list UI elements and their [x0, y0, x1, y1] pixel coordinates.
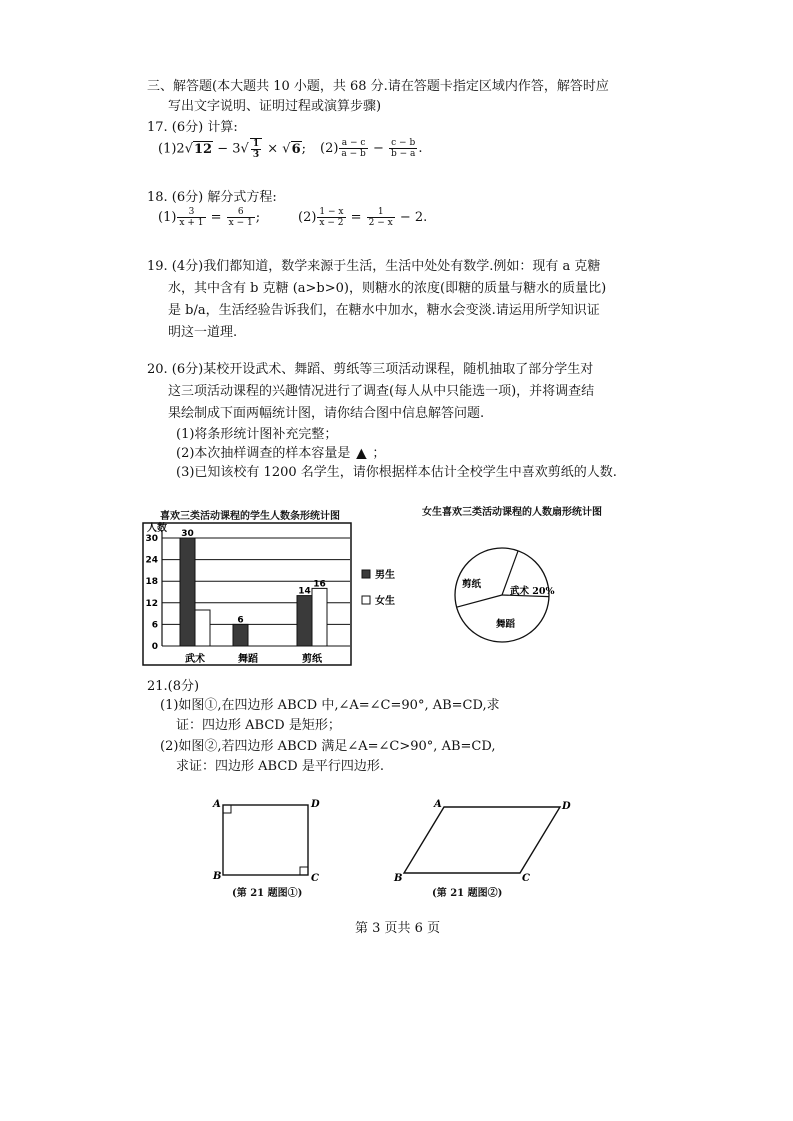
q17-head: 17. (6分) 计算: [147, 120, 238, 135]
bar-male [233, 624, 248, 646]
pie-slice-label: 武术 20% [510, 586, 555, 597]
bar-chart [140, 520, 420, 680]
bar-chart-ylabel: 人数 [147, 523, 167, 534]
bar-male [180, 538, 195, 646]
fig2-label-c: C [522, 873, 530, 884]
bar-data-label: 30 [181, 529, 194, 539]
q21-p1-line1: (1)如图①,在四边形 ABCD 中,∠A=∠C=90°, AB=CD,求 [160, 698, 500, 713]
q18-p1-lhs: $\frac{3}{x + 1}$ [179, 207, 204, 228]
sqrt-icon: √ [184, 141, 193, 157]
q17-p1-mid: − 3 [213, 141, 241, 157]
bar-data-label: 16 [313, 579, 326, 590]
section-title-line1: 三、解答题(本大题共 10 小题，共 68 分.请在答题卡指定区域内作答，解答时应 [147, 79, 609, 94]
bar-chart-title: 喜欢三类活动课程的学生人数条形统计图 [160, 511, 340, 522]
q20-line1: 20. (6分)某校开设武术、舞蹈、剪纸等三项活动课程，随机抽取了部分学生对 [147, 362, 594, 377]
bar-category-label: 剪纸 [302, 654, 322, 665]
figure-2 [392, 795, 582, 885]
q21-p1-line2: 证：四边形 ABCD 是矩形； [176, 718, 341, 733]
q18-part2: (2) $\frac{1 - x}{x - 2}$ = $\frac{1}{2 - x}$ − 2. [298, 207, 428, 228]
q18-p2-lhs: $\frac{1 - x}{x - 2}$ [319, 207, 344, 228]
fig2-label-a: A [434, 799, 442, 810]
q19-line2: 水，其中含有 b 克糖 (a>b>0)，则糖水的浓度(即糖的质量与糖水的质量比) [168, 281, 607, 296]
legend-swatch [362, 596, 370, 604]
q18-p2-rhs: $\frac{1}{2 - x}$ [368, 207, 393, 228]
bar-ytick-label: 30 [145, 534, 158, 544]
legend-swatch [362, 570, 370, 578]
bar-ytick-label: 6 [151, 620, 158, 631]
legend-label: 男生 [375, 570, 395, 581]
section-title-line2: 写出文字说明、证明过程或演算步骤) [168, 99, 382, 114]
bar-category-label: 武术 [185, 654, 205, 665]
rectangle-abcd [223, 805, 308, 875]
q20-sub2: (2)本次抽样调查的样本容量是 ▲ ； [176, 446, 386, 461]
q21-head: 21.(8分) [147, 679, 200, 694]
q17-p1-coef: 2 [176, 141, 185, 157]
q20-sub1: (1)将条形统计图补充完整； [176, 427, 338, 442]
bar-data-label: 14 [298, 586, 311, 597]
q20-sub3: (3)已知该校有 1200 名学生，请你根据样本估计全校学生中喜欢剪纸的人数. [176, 465, 617, 480]
pie-chart-title: 女生喜欢三类活动课程的人数扇形统计图 [422, 507, 602, 518]
q21-p2-line2: 求证：四边形 ABCD 是平行四边形. [176, 759, 384, 774]
bar-ytick-label: 0 [151, 642, 158, 652]
pie-slice-label: 剪纸 [462, 579, 482, 590]
fig1-label-d: D [311, 799, 320, 810]
fig1-label-a: A [213, 799, 221, 810]
pie-slice-border [457, 595, 502, 607]
bar-ytick-label: 18 [145, 577, 158, 588]
bar-female [312, 588, 327, 646]
q20-line3: 果绘制成下面两幅统计图，请你结合图中信息解答问题. [168, 406, 485, 421]
bar-ytick-label: 12 [145, 598, 158, 609]
q19-line1: 19. (4分)我们都知道，数学来源于生活，生活中处处有数学.例如：现有 a 克糖 [147, 259, 601, 274]
q17-part1: (1)2√12 − 3√ $\frac{1}{3}$ × √6; [158, 139, 306, 160]
parallelogram-abcd [404, 807, 560, 873]
fig2-caption: (第 21 题图②) [432, 888, 503, 899]
q18-p1-rhs: $\frac{6}{x - 1}$ [228, 207, 253, 228]
q17-p1-label: (1) [158, 141, 177, 157]
bar-category-label: 舞蹈 [238, 654, 258, 665]
fig2-label-b: B [394, 873, 403, 884]
q18-head: 18. (6分) 解分式方程: [147, 190, 277, 205]
fig2-label-d: D [562, 801, 571, 812]
q17-p1-frac: $\frac{1}{3}$ [250, 138, 262, 160]
q17-p1-radicand1: 12 [194, 141, 213, 157]
bar-male [297, 596, 312, 646]
q17-p2-frac1: $\frac{a - c}{a - b}$ [341, 138, 366, 159]
q17-p2-frac2: $\frac{c - b}{b - a}$ [390, 138, 416, 159]
pie-chart [450, 535, 560, 655]
q19-line4: 明这一道理. [168, 325, 238, 340]
q18-part1: (1) $\frac{3}{x + 1}$ = $\frac{6}{x - 1}$ ; [158, 207, 261, 228]
page-footer: 第 3 页共 6 页 [355, 921, 441, 936]
pie-slice-label: 舞蹈 [496, 619, 516, 630]
bar-ytick-label: 24 [145, 555, 158, 566]
fig1-caption: (第 21 题图①) [232, 888, 303, 899]
legend-label: 女生 [375, 596, 395, 607]
bar-female [195, 610, 210, 646]
fig1-label-b: B [213, 871, 222, 882]
fig1-label-c: C [311, 873, 319, 884]
right-angle-mark-a [223, 805, 231, 813]
figure-1 [205, 795, 335, 890]
q17-p1-radicand2: 6 [291, 141, 301, 157]
q17-part2: (2) $\frac{a - c}{a - b}$ − $\frac{c - b}{b - a}$ . [320, 138, 423, 159]
q17-p1-times: × [263, 141, 283, 157]
bar-data-label: 6 [237, 615, 244, 626]
q21-p2-line1: (2)如图②,若四边形 ABCD 满足∠A=∠C>90°, AB=CD, [160, 739, 496, 754]
sqrt-icon: √ [282, 141, 291, 157]
q19-line3: 是 b/a，生活经验告诉我们，在糖水中加水，糖水会变淡.请运用所学知识证 [168, 303, 600, 318]
answer-blank: ▲ [356, 446, 367, 461]
q20-line2: 这三项活动课程的兴趣情况进行了调查(每人从中只能选一项)，并将调查结 [168, 384, 595, 399]
sqrt-icon: √ [240, 141, 249, 157]
right-angle-mark-c [300, 867, 308, 875]
